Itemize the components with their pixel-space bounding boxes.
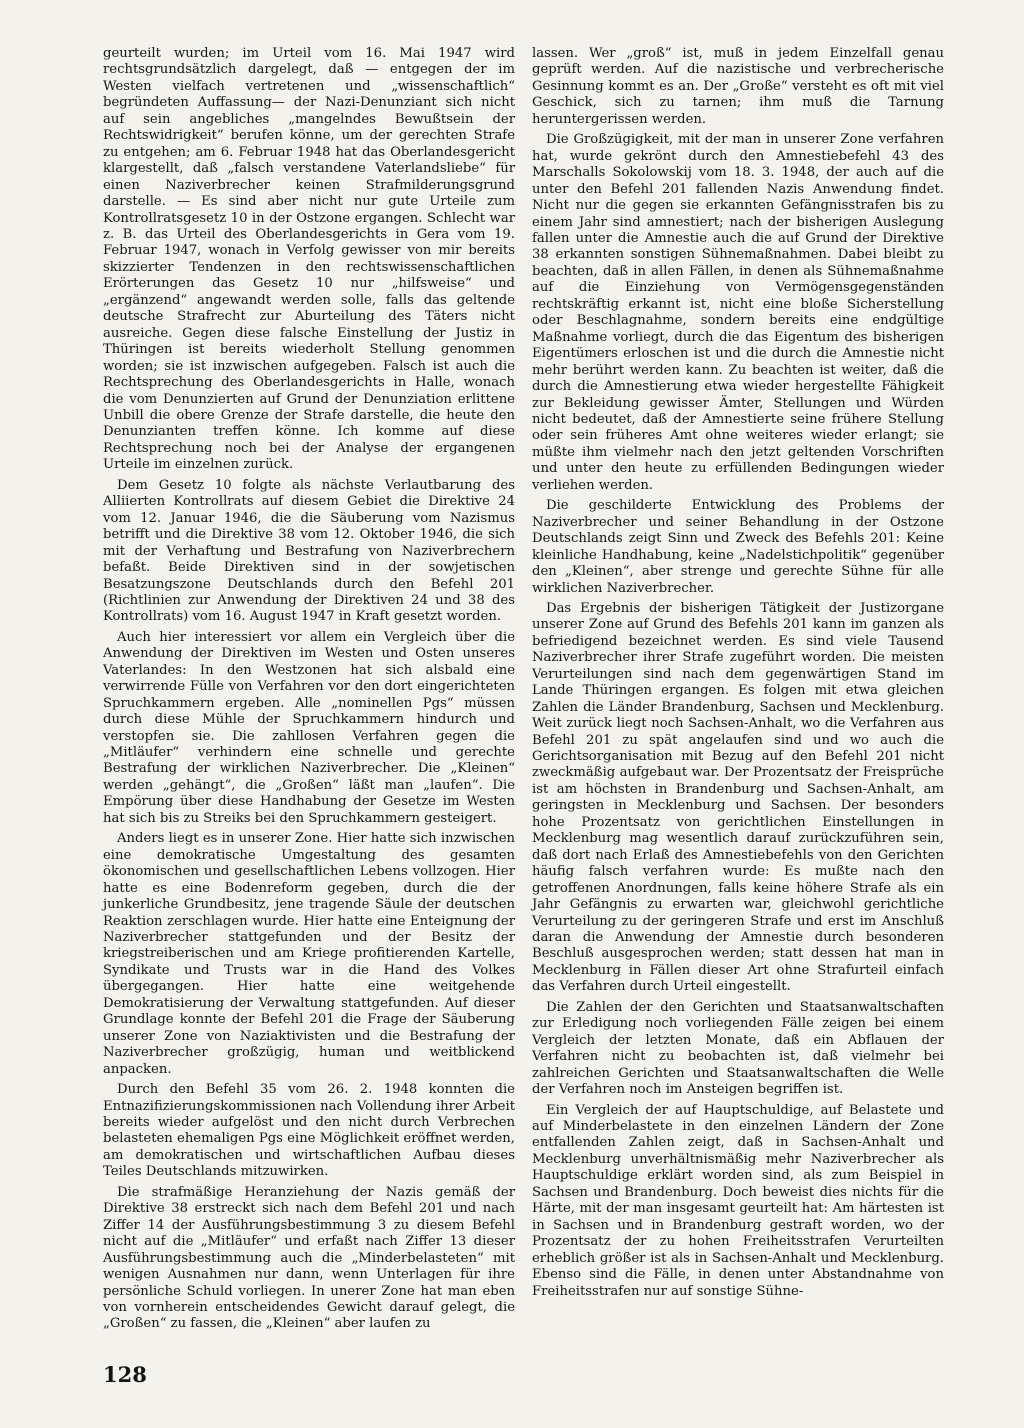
paragraph: Dem Gesetz 10 folgte als nächste Verlautbarung des Alliierten Kontrollrats auf diesem Gebiet die Direktive 24 vom 12. Januar 1946, die die Säuberung vom Nazismus betrifft und die Direktive 38 vom 12. Oktober 1946, die sich mit der Verhaftung und Bestrafung von Naziverbrechern befaßt. Beide Direktiven sind in der sowjetischen Besatzungszone Deutschlands durch den Befehl 201 (Richtlinien zur Anwendung der Direktiven 24 und 38 des Kontrollrats) vom 16. August 1947 in Kraft gesetzt worden. xyxy=(103,477,515,625)
paragraph: Durch den Befehl 35 vom 26. 2. 1948 konnten die Entnazifizierungskommissionen nach Vollendung ihrer Arbeit bereits wieder aufgelöst und den nicht durch Verbrechen belasteten ehemaligen Pgs eine Möglichkeit eröffnet werden, am demokratischen und wirtschaftlichen Aufbau dieses Teiles Deutschlands mitzuwirken. xyxy=(103,1082,515,1180)
paragraph: Die Zahlen der den Gerichten und Staatsanwaltschaften zur Erledigung noch vorliegenden Fälle zeigen bei einem Vergleich der letzten Monate, daß ein Abflauen der Verfahren nicht zu beobachten ist, daß vielmehr bei zahlreichen Gerichten und Staatsanwaltschaften die Welle der Verfahren noch im Ansteigen begriffen ist. xyxy=(532,999,944,1098)
paragraph: Die strafmäßige Heranziehung der Nazis gemäß der Direktive 38 erstreckt sich nach dem Befehl 201 und nach Ziffer 14 der Ausführungsbestimmung 3 zu diesem Befehl nicht auf die „Mitläufer“ und erfaßt nach Ziffer 13 dieser Ausführungsbestimmung auch die „Minderbelasteten“ mit wenigen Ausnahmen nur dann, wenn Unterlagen für ihre persönliche Schuld vorliegen. In unerer Zone hat man eben von vornherein entscheidendes Gewicht darauf gelegt, die „Großen“ zu fassen, die „Kleinen“ aber laufen zu xyxy=(103,1184,515,1332)
left-column xyxy=(103,46,515,1337)
paragraph: Die geschilderte Entwicklung des Problems der Naziverbrecher und seiner Behandlung in der Ostzone Deutschlands zeigt Sinn und Zweck des Befehls 201: Keine kleinliche Handhabung, keine „Nadelstichpolitik“ gegenüber den „Kleinen“, aber strenge und gerechte Sühne für alle wirklichen Naziverbrecher. xyxy=(532,498,944,596)
paragraph: Die Großzügigkeit, mit der man in unserer Zone verfahren hat, wurde gekrönt durch den Amnestiebefehl 43 des Marschalls Sokolowskij vom 18. 3. 1948, der auch auf die unter den Befehl 201 fallenden Nazis Anwendung findet. Nicht nur die gegen sie erkannten Gefängnisstrafen bis zu einem Jahr sind amnestiert; nach der bisherigen Auslegung fallen unter die Amnestie auch die auf Grund der Direktive 38 erkannten sonstigen Sühnemaßnahmen. Dabei bleibt zu beachten, daß in allen Fällen, in denen als Sühnemaßnahme auf die Einziehung von Vermögensgegenständen rechtskräftig erkannt ist, nicht eine bloße Sicherstellung oder Beschlagnahme, sondern bereits eine endgültige Maßnahme vorliegt, durch die das Eigentum des bisherigen Eigentümers erloschen ist und die durch die Amnestie nicht mehr berührt werden kann. Zu beachten ist weiter, daß die durch die Amnestierung etwa wieder hergestellte Fähigkeit zur Bekleidung gewisser Ämter, Stellungen und Würden nicht bedeutet, daß der Amnestierte seine frühere Stellung oder sein früheres Amt ohne weiteres wieder erlangt; sie müßte ihm vielmehr nach den jetzt geltenden Vorschriften und unter den heute zu erfüllenden Bedingungen wieder verliehen werden. xyxy=(532,132,944,493)
paragraph: Das Ergebnis der bisherigen Tätigkeit der Justizorgane unserer Zone auf Grund des Befehls 201 kann im ganzen als befriedigend bezeichnet werden. Es sind viele Tausend Naziverbrecher ihrer Strafe zugeführt worden. Die meisten Verurteilungen sind nach dem gegenwärtigen Stand im Lande Thüringen ergangen. Es folgen mit etwa gleichen Zahlen die Länder Brandenburg, Sachsen und Mecklenburg. Weit zurück liegt noch Sachsen-Anhalt, wo die Verfahren aus Befehl 201 zu spät angelaufen sind und wo auch die Gerichtsorganisation mit Bezug auf den Befehl 201 nicht zweckmäßig aufgebaut war. Der Prozentsatz der Freisprüche ist am höchsten in Brandenburg und Sachsen-Anhalt, am geringsten in Mecklenburg und Sachsen. Der besonders hohe Prozentsatz von gerichtlichen Einstellungen in Mecklenburg mag wesentlich darauf zurückzuführen sein, daß dort nach Erlaß des Amnestiebefehls von den Gerichten häufig falsch verfahren wurde: Es mußte nach den getroffenen Anordnungen, falls keine höhere Strafe als ein Jahr Gefängnis zu erwarten war, gleichwohl gerichtliche Verurteilung zu der geringeren Strafe und erst im Anschluß daran die Anwendung der Amnestie durch besonderen Beschluß ausgesprochen werden; statt dessen hat man in Mecklenburg in Fällen dieser Art ohne Strafurteil einfach das Verfahren durch Urteil eingestellt. xyxy=(532,600,944,995)
paragraph: Auch hier interessiert vor allem ein Vergleich über die Anwendung der Direktiven im Westen und Osten unseres Vaterlandes: In den Westzonen hat sich alsbald eine verwirrende Fülle von Verfahren vor den dort eingerichteten Spruchkammern ergeben. Alle „nominellen Pgs“ müssen durch diese Mühle der Spruchkammern hindurch und verstopfen sie. Die zahllosen Verfahren gegen die „Mitläufer“ verhindern eine schnelle und gerechte Bestrafung der wirklichen Naziverbrecher. Die „Kleinen“ werden „gehängt“, die „Großen“ läßt man „laufen“. Die Empörung über diese Handhabung der Gesetze im Westen hat sich bis zu Streiks bei den Spruchkammern gesteigert. xyxy=(103,629,515,826)
paragraph: Anders liegt es in unserer Zone. Hier hatte sich inzwischen eine demokratische Umgestaltung des gesamten ökonomischen und gesellschaftlichen Lebens vollzogen. Hier hatte es eine Bodenreform gegeben, durch die der junkerliche Grundbesitz, jene tragende Säule der deutschen Reaktion zerschlagen wurde. Hier hatte eine Enteignung der Naziverbrecher stattgefunden und der Besitz der kriegstreiberischen und am Kriege profitierenden Kartelle, Syndikate und Trusts war in die Hand des Volkes übergegangen. Hier hatte eine weitgehende Demokratisierung der Verwaltung stattgefunden. Auf dieser Grundlage konnte der Befehl 201 die Frage der Säuberung unserer Zone von Naziaktivisten und die Bestrafung der Naziverbrecher großzügig, human und weitblickend anpacken. xyxy=(103,831,515,1077)
paragraph: Ein Vergleich der auf Hauptschuldige, auf Belastete und auf Minderbelastete in den einzelnen Ländern der Zone entfallenden Zahlen zeigt, daß in Sachsen-Anhalt und Mecklenburg unverhältnismäßig mehr Naziverbrecher als Hauptschuldige erklärt worden sind, als zum Beispiel in Sachsen und Brandenburg. Doch beweist dies nichts für die Härte, mit der man insgesamt geurteilt hat: Am härtesten ist in Sachsen und in Brandenburg gestraft worden, wo der Prozentsatz der zu hohen Freiheitsstrafen Verurteilten erheblich größer ist als in Sachsen-Anhalt und Mecklenburg. Ebenso sind die Fälle, in denen unter Abstandnahme von Freiheitsstrafen nur auf sonstige Sühne- xyxy=(532,1102,944,1299)
right-column xyxy=(532,46,944,1304)
paragraph: geurteilt wurden; im Urteil vom 16. Mai 1947 wird rechtsgrundsätzlich dargelegt, daß — entgegen der im Westen vielfach vertretenen und „wissenschaftlich“ begründeten Auffassung— der Nazi-Denunziant sich nicht auf sein angebliches „mangelndes Bewußtsein der Rechtswidrigkeit“ berufen könne, um der gerechten Strafe zu entgehen; am 6. Februar 1948 hat das Oberlandesgericht klargestellt, daß „falsch verstandene Vaterlandsliebe“ für einen Naziverbrecher keinen Strafmilderungsgrund darstelle. — Es sind aber nicht nur gute Urteile zum Kontrollratsgesetz 10 in der Ostzone ergangen. Schlecht war z. B. das Urteil des Oberlandesgerichts in Gera vom 19. Februar 1947, wonach in Verfolg gewisser von mir bereits skizzierter Tendenzen in den rechtswissenschaftlichen Erörterungen das Gesetz 10 nur „hilfsweise“ und „ergänzend“ angewandt werden solle, falls das geltende deutsche Strafrecht zur Aburteilung des Täters nicht ausreiche. Gegen diese falsche Einstellung der Justiz in Thüringen ist bereits wiederholt Stellung genommen worden; sie ist inzwischen aufgegeben. Falsch ist auch die Rechtsprechung des Oberlandesgerichts in Halle, wonach die vom Denunzierten auf Grund der Denunziation erlittene Unbill die obere Grenze der Strafe darstelle, die heute den Denunzianten treffen könne. Ich komme auf diese Rechtsprechung noch bei der Analyse der ergangenen Urteile im einzelnen zurück. xyxy=(103,46,515,473)
paragraph: lassen. Wer „groß“ ist, muß in jedem Einzelfall genau geprüft werden. Auf die nazistische und verbrecherische Gesinnung kommt es an. Der „Große“ versteht es oft mit viel Geschick, sich zu tarnen; ihm muß die Tarnung heruntergerissen werden. xyxy=(532,46,944,127)
page-number: 128 xyxy=(103,1362,147,1387)
